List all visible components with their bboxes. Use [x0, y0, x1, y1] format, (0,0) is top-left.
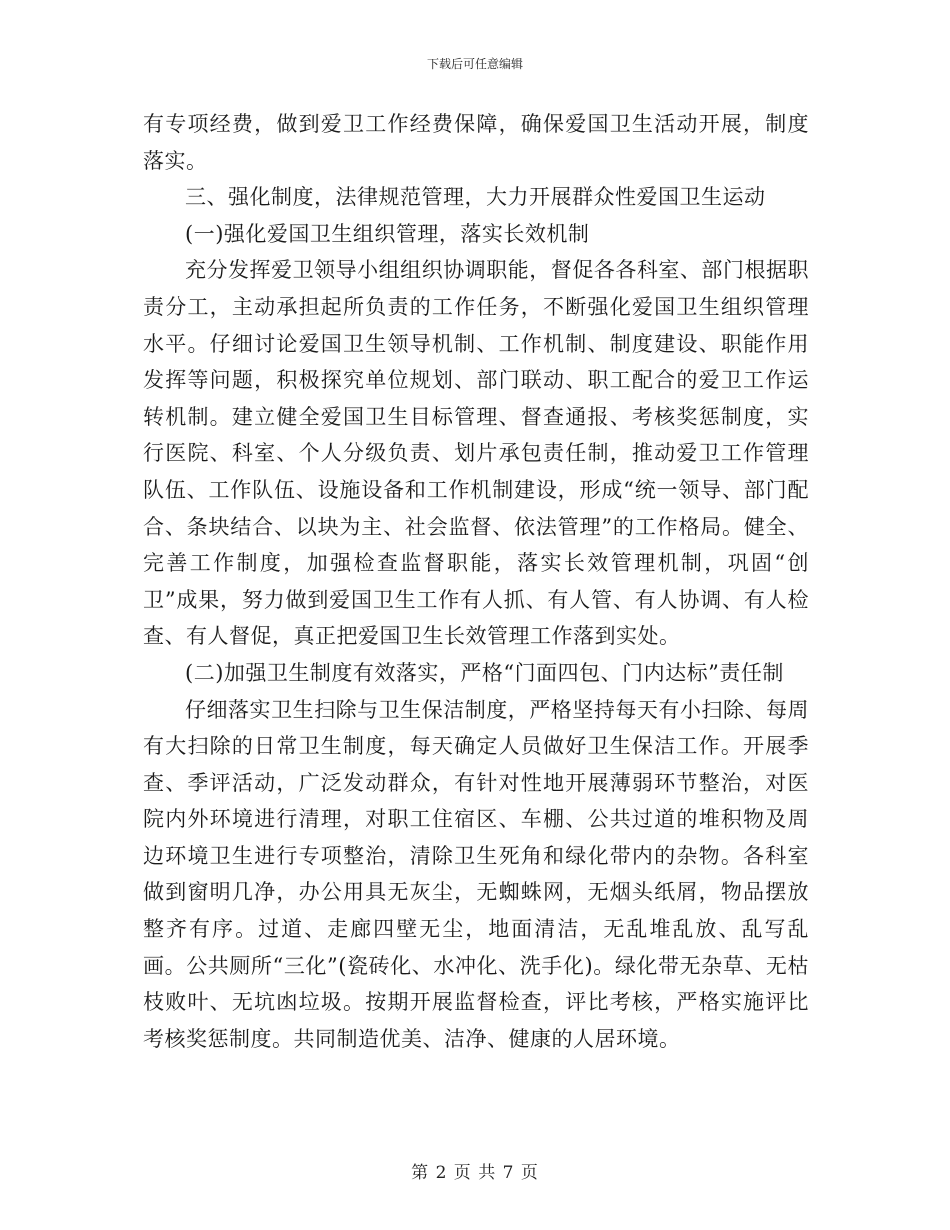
paragraph-sanitation: 仔细落实卫生扫除与卫生保洁制度，严格坚持每天有小扫除、每周有大扫除的日常卫生制度，每天确定人员做好卫生保洁工作。开展季查、季评活动，广泛发动群众，有针对性地开展薄弱环节整治，对医院内外环境进行清理，对职工住宿区、车棚、公共过道的堆积物及周边环境卫生进行专项整治，清除卫生死角和绿化带内的杂物。各科室做到窗明几净，办公用具无灰尘，无蜘蛛网，无烟头纸屑，物品摆放整齐有序。过道、走廊四壁无尘，地面清洁，无乱堆乱放、乱写乱画。公共厕所“三化”(瓷砖化、水冲化、洗手化)。绿化带无杂草、无枯枝败叶、无坑凼垃圾。按期开展监督检查，评比考核，严格实施评比考核奖惩制度。共同制造优美、洁净、健康的人居环境。: [143, 697, 809, 1051]
page-middle: 页 共: [453, 1163, 497, 1183]
header-note: 下载后可任意编辑: [426, 57, 523, 71]
paragraph-organization: 充分发挥爱卫领导小组组织协调职能，督促各各科室、部门根据职责分工，主动承担起所负责的工作任务，不断强化爱国卫生组织管理水平。仔细讨论爱国卫生领导机制、工作机制、制度建设、职能作用发挥等问题，积极探究单位规划、部门联动、职工配合的爱卫工作运转机制。建立健全爱国卫生目标管理、督查通报、考核奖惩制度，实行医院、科室、个人分级负责、划片承包责任制，推动爱卫工作管理队伍、工作队伍、设施设备和工作机制建设，形成“统一领导、部门配合、条块结合、以块为主、社会监督、依法管理”的工作格局。健全、完善工作制度，加强检查监督职能，落实长效管理机制，巩固“创卫”成果，努力做到爱国卫生工作有人抓、有人管、有人协调、有人检查、有人督促，真正把爱国卫生长效管理工作落到实处。: [143, 258, 809, 649]
page-suffix: 页: [520, 1163, 539, 1183]
page-prefix: 第: [411, 1163, 430, 1183]
subsection-heading-1: (一)强化爱国卫生组织管理，落实长效机制: [185, 221, 590, 246]
page-current: 2: [435, 1163, 448, 1183]
section-heading-3: 三、强化制度，法律规范管理，大力开展群众性爱国卫生运动: [185, 185, 766, 210]
document-body: [143, 106, 809, 1057]
page-total: 7: [502, 1163, 515, 1183]
subsection-heading-2: (二)加强卫生制度有效落实，严格“门面四包、门内达标”责任制: [185, 660, 784, 685]
paragraph-1: 有专项经费，做到爱卫工作经费保障，确保爱国卫生活动开展，制度落实。: [143, 112, 809, 173]
page-number-footer: [0, 1158, 950, 1183]
